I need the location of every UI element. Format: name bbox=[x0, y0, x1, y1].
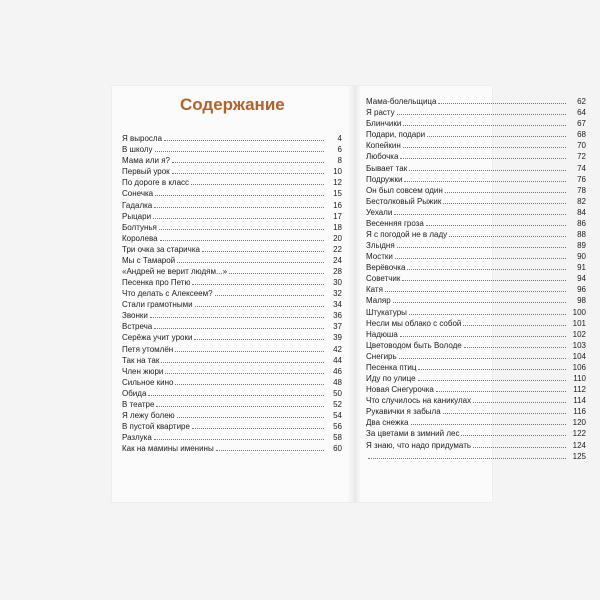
toc-leader-dots bbox=[443, 413, 566, 414]
toc-entry bbox=[366, 107, 586, 118]
toc-entry-title: Как на мамины именины bbox=[122, 444, 214, 454]
toc-entry-title: Бывает так bbox=[366, 163, 408, 173]
toc-entry-page: 28 bbox=[333, 267, 342, 277]
toc-leader-dots bbox=[409, 170, 566, 171]
toc-leader-dots bbox=[216, 450, 324, 451]
toc-entry bbox=[366, 417, 586, 428]
toc-entry bbox=[122, 377, 342, 388]
toc-entry bbox=[122, 233, 342, 244]
toc-entry-page: 88 bbox=[577, 230, 586, 240]
toc-entry-title: Штукатуры bbox=[366, 307, 407, 317]
toc-entry-title: Мама или я? bbox=[122, 156, 170, 166]
toc-entry-title: Снегирь bbox=[366, 351, 397, 361]
toc-entry-page: 106 bbox=[572, 362, 586, 372]
toc-leader-dots bbox=[215, 295, 324, 296]
toc-entry-page: 122 bbox=[572, 429, 586, 439]
toc-entry-title: Любочка bbox=[366, 152, 399, 162]
toc-entry-title: Что делать с Алексеем? bbox=[122, 289, 213, 299]
toc-entry bbox=[366, 140, 586, 151]
toc-entry-title: В пустой квартире bbox=[122, 422, 190, 432]
toc-entry bbox=[366, 262, 586, 273]
toc-entry bbox=[366, 351, 586, 362]
toc-entry-title: Несли мы облако с собой bbox=[366, 318, 462, 328]
toc-leader-dots bbox=[175, 351, 324, 352]
toc-entry bbox=[366, 373, 586, 384]
toc-entry bbox=[122, 399, 342, 410]
toc-entry-title: В школу bbox=[122, 145, 153, 155]
toc-leader-dots bbox=[164, 140, 324, 141]
toc-entry bbox=[122, 388, 342, 399]
page-title: Содержание bbox=[180, 95, 285, 114]
toc-entry-title: Член жюри bbox=[122, 366, 164, 376]
toc-entry bbox=[366, 362, 586, 373]
toc-entry-title: Я расту bbox=[366, 108, 395, 118]
toc-leader-dots bbox=[438, 103, 566, 104]
toc-entry-page: 46 bbox=[333, 366, 342, 376]
toc-leader-dots bbox=[397, 114, 566, 115]
toc-entry-page: 114 bbox=[573, 396, 586, 406]
toc-entry bbox=[366, 218, 586, 229]
toc-entry-page: 8 bbox=[337, 156, 342, 166]
toc-entry bbox=[122, 133, 342, 144]
toc-entry-page: 18 bbox=[333, 222, 342, 232]
toc-entry-page: 94 bbox=[577, 274, 586, 284]
toc-entry bbox=[122, 343, 342, 354]
toc-entry-title: Серёжа учит уроки bbox=[122, 333, 193, 343]
toc-entry-page: 120 bbox=[572, 418, 586, 428]
toc-leader-dots bbox=[403, 147, 566, 148]
toc-entry-page: 72 bbox=[577, 152, 586, 162]
toc-leader-dots bbox=[191, 184, 324, 185]
toc-entry-title: Звонки bbox=[122, 311, 148, 321]
toc-entry-title: «Андрей не верит людям...» bbox=[122, 267, 228, 277]
toc-entry-title: Два снежка bbox=[366, 418, 409, 428]
toc-leader-dots bbox=[177, 417, 324, 418]
toc-entry bbox=[366, 295, 586, 306]
toc-entry bbox=[122, 277, 342, 288]
toc-leader-dots bbox=[229, 273, 324, 274]
toc-entry-title: Разлука bbox=[122, 433, 152, 443]
toc-entry bbox=[122, 144, 342, 155]
toc-leader-dots bbox=[397, 247, 566, 248]
toc-entry-title: Встреча bbox=[122, 322, 153, 332]
toc-entry-title: Новая Снегурочка bbox=[366, 385, 434, 395]
toc-entry-page: 44 bbox=[333, 355, 342, 365]
toc-entry-page: 90 bbox=[577, 252, 586, 262]
toc-entry bbox=[366, 162, 586, 173]
toc-entry-title: Весенняя гроза bbox=[366, 218, 424, 228]
toc-leader-dots bbox=[385, 291, 566, 292]
toc-entry bbox=[366, 428, 586, 439]
toc-entry bbox=[366, 229, 586, 240]
toc-entry-page: 4 bbox=[337, 134, 342, 144]
toc-entry-title: Что случилось на каникулах bbox=[366, 396, 472, 406]
toc-entry bbox=[122, 321, 342, 332]
toc-entry-title: Рукавички я забыла bbox=[366, 407, 441, 417]
toc-entry-title: Я знаю, что надо придумать bbox=[366, 440, 472, 450]
toc-leader-dots bbox=[161, 362, 324, 363]
toc-entry bbox=[366, 395, 586, 406]
toc-entry-title: Мы с Тамарой bbox=[122, 255, 176, 265]
toc-leader-dots bbox=[154, 328, 324, 329]
toc-leader-dots bbox=[443, 203, 566, 204]
toc-entry bbox=[366, 451, 586, 462]
toc-entry-page: 34 bbox=[333, 300, 342, 310]
toc-entry-page: 39 bbox=[333, 333, 342, 343]
toc-entry-page: 20 bbox=[333, 233, 342, 243]
toc-entry-page: 103 bbox=[572, 340, 586, 350]
toc-entry-page: 54 bbox=[333, 411, 342, 421]
toc-entry-page: 50 bbox=[333, 388, 342, 398]
toc-entry bbox=[366, 240, 586, 251]
toc-entry-page: 70 bbox=[577, 141, 586, 151]
toc-leader-dots bbox=[160, 240, 324, 241]
toc-leader-dots bbox=[418, 369, 566, 370]
toc-entry-page: 32 bbox=[333, 289, 342, 299]
toc-leader-dots bbox=[202, 251, 324, 252]
toc-entry bbox=[122, 211, 342, 222]
toc-entry-page: 89 bbox=[577, 241, 586, 251]
toc-leader-dots bbox=[195, 306, 324, 307]
toc-entry-page: 60 bbox=[333, 444, 342, 454]
toc-entry-page: 6 bbox=[337, 145, 342, 155]
toc-leader-dots bbox=[473, 402, 566, 403]
toc-leader-dots bbox=[194, 339, 324, 340]
toc-entry-page: 10 bbox=[333, 167, 342, 177]
toc-entry bbox=[366, 406, 586, 417]
toc-entry bbox=[366, 129, 586, 140]
toc-leader-dots bbox=[395, 258, 566, 259]
toc-entry-page: 12 bbox=[333, 178, 342, 188]
toc-entry-page: 102 bbox=[572, 329, 586, 339]
toc-leader-dots bbox=[473, 447, 566, 448]
toc-entry-title: Сонечка bbox=[122, 189, 154, 199]
toc-entry-page: 98 bbox=[577, 296, 586, 306]
toc-entry-title: Копейкин bbox=[366, 141, 401, 151]
toc-entry-page: 42 bbox=[333, 344, 342, 354]
toc-leader-dots bbox=[177, 262, 324, 263]
toc-entry bbox=[366, 329, 586, 340]
toc-entry-page: 52 bbox=[333, 399, 342, 409]
toc-entry-title: Первый урок bbox=[122, 167, 170, 177]
toc-leader-dots bbox=[449, 236, 566, 237]
toc-leader-dots bbox=[175, 384, 324, 385]
toc-leader-dots bbox=[403, 125, 566, 126]
toc-entry bbox=[366, 207, 586, 218]
toc-entry-title: По дороге в класс bbox=[122, 178, 190, 188]
toc-entry-page: 36 bbox=[333, 311, 342, 321]
toc-entry-title: Надюша bbox=[366, 329, 398, 339]
toc-entry-page: 112 bbox=[573, 385, 586, 395]
toc-right-column bbox=[366, 96, 586, 462]
toc-leader-dots bbox=[427, 136, 566, 137]
toc-entry-title: Катя bbox=[366, 285, 383, 295]
toc-entry bbox=[366, 196, 586, 207]
toc-entry-title: Цветоводом быть Володе bbox=[366, 340, 462, 350]
toc-entry-title: Песенка птиц bbox=[366, 362, 417, 372]
toc-leader-dots bbox=[399, 358, 566, 359]
toc-leader-dots bbox=[150, 317, 324, 318]
toc-leader-dots bbox=[407, 269, 566, 270]
toc-entry bbox=[366, 174, 586, 185]
toc-leader-dots bbox=[172, 162, 324, 163]
toc-leader-dots bbox=[155, 195, 324, 196]
toc-entry-title: Обида bbox=[122, 388, 147, 398]
toc-entry-title: Мостки bbox=[366, 252, 393, 262]
toc-entry bbox=[122, 366, 342, 377]
toc-entry-title: Блинчики bbox=[366, 119, 402, 129]
toc-entry-title: Подари, подари bbox=[366, 130, 426, 140]
toc-entry bbox=[122, 355, 342, 366]
toc-entry-page: 67 bbox=[577, 119, 586, 129]
toc-entry-page: 78 bbox=[577, 185, 586, 195]
toc-entry-title: Я с погодой не в ладу bbox=[366, 230, 448, 240]
toc-leader-dots bbox=[154, 207, 324, 208]
toc-entry-page: 62 bbox=[577, 97, 586, 107]
toc-entry bbox=[122, 255, 342, 266]
toc-leader-dots bbox=[400, 158, 566, 159]
toc-entry-page: 64 bbox=[577, 108, 586, 118]
toc-entry bbox=[122, 199, 342, 210]
book-gutter bbox=[347, 86, 361, 502]
toc-entry-page: 84 bbox=[577, 207, 586, 217]
toc-entry bbox=[366, 251, 586, 262]
toc-leader-dots bbox=[153, 218, 324, 219]
toc-entry-page: 82 bbox=[577, 196, 586, 206]
toc-entry-title: Подружки bbox=[366, 174, 403, 184]
toc-entry-page: 104 bbox=[572, 351, 586, 361]
toc-leader-dots bbox=[445, 192, 566, 193]
toc-leader-dots bbox=[464, 347, 566, 348]
toc-entry-page: 68 bbox=[577, 130, 586, 140]
toc-entry-page: 22 bbox=[333, 244, 342, 254]
toc-entry-title: За цветами в зимний лес bbox=[366, 429, 460, 439]
toc-entry bbox=[366, 439, 586, 450]
toc-entry bbox=[122, 443, 342, 454]
toc-entry-title: Песенка про Петю bbox=[122, 278, 191, 288]
toc-leader-dots bbox=[393, 302, 566, 303]
toc-entry bbox=[366, 151, 586, 162]
toc-entry-title: Болтунья bbox=[122, 222, 157, 232]
toc-entry bbox=[122, 310, 342, 321]
toc-leader-dots bbox=[368, 458, 566, 459]
toc-entry bbox=[366, 273, 586, 284]
toc-entry-page: 24 bbox=[333, 255, 342, 265]
toc-entry bbox=[122, 222, 342, 233]
toc-entry bbox=[366, 340, 586, 351]
toc-entry-page: 100 bbox=[572, 307, 586, 317]
toc-left-column bbox=[122, 133, 342, 454]
toc-entry bbox=[366, 384, 586, 395]
toc-leader-dots bbox=[192, 284, 324, 285]
toc-entry bbox=[122, 288, 342, 299]
toc-entry-page: 74 bbox=[577, 163, 586, 173]
toc-entry-title: Бестолковый Рыжик bbox=[366, 196, 442, 206]
toc-leader-dots bbox=[463, 325, 566, 326]
toc-entry-page: 15 bbox=[333, 189, 342, 199]
toc-entry-page: 125 bbox=[572, 451, 586, 461]
toc-entry bbox=[122, 432, 342, 443]
toc-entry-title: Я выросла bbox=[122, 134, 163, 144]
toc-entry-title: Сильное кино bbox=[122, 377, 174, 387]
toc-entry bbox=[122, 166, 342, 177]
toc-entry-title: Он был совсем один bbox=[366, 185, 443, 195]
toc-leader-dots bbox=[156, 406, 324, 407]
toc-leader-dots bbox=[154, 439, 324, 440]
toc-entry-title: Советчик bbox=[366, 274, 401, 284]
toc-entry-title: Злыдня bbox=[366, 241, 395, 251]
toc-entry-page: 101 bbox=[572, 318, 586, 328]
toc-entry-page: 58 bbox=[333, 433, 342, 443]
toc-leader-dots bbox=[409, 314, 566, 315]
toc-entry bbox=[122, 332, 342, 343]
toc-entry-title: Рыцари bbox=[122, 211, 152, 221]
toc-entry-title: Уехали bbox=[366, 207, 393, 217]
toc-leader-dots bbox=[159, 229, 324, 230]
toc-entry-title: Верёвочка bbox=[366, 263, 406, 273]
toc-entry-page: 17 bbox=[333, 211, 342, 221]
toc-entry-page: 116 bbox=[573, 407, 586, 417]
toc-entry-title: Петя утомлён bbox=[122, 344, 174, 354]
toc-entry-page: 76 bbox=[577, 174, 586, 184]
toc-entry bbox=[122, 299, 342, 310]
toc-entry-title: Три очка за старичка bbox=[122, 244, 200, 254]
toc-entry-title: Так на так bbox=[122, 355, 160, 365]
toc-entry bbox=[122, 188, 342, 199]
toc-entry-title: В театре bbox=[122, 399, 155, 409]
toc-entry-page: 37 bbox=[333, 322, 342, 332]
toc-entry-title: Маляр bbox=[366, 296, 391, 306]
toc-leader-dots bbox=[172, 173, 324, 174]
toc-entry-title: Иду по улице bbox=[366, 374, 416, 384]
toc-leader-dots bbox=[165, 373, 324, 374]
toc-entry bbox=[122, 244, 342, 255]
toc-leader-dots bbox=[155, 151, 324, 152]
toc-entry-page: 16 bbox=[333, 200, 342, 210]
toc-leader-dots bbox=[436, 391, 566, 392]
toc-entry bbox=[366, 306, 586, 317]
toc-entry bbox=[122, 177, 342, 188]
toc-leader-dots bbox=[461, 435, 566, 436]
toc-leader-dots bbox=[426, 225, 566, 226]
toc-entry bbox=[122, 410, 342, 421]
toc-entry bbox=[366, 118, 586, 129]
toc-entry-page: 124 bbox=[572, 440, 586, 450]
toc-leader-dots bbox=[192, 428, 324, 429]
toc-leader-dots bbox=[402, 280, 566, 281]
toc-entry bbox=[122, 266, 342, 277]
toc-leader-dots bbox=[404, 181, 566, 182]
toc-entry bbox=[122, 155, 342, 166]
toc-leader-dots bbox=[148, 395, 324, 396]
toc-entry bbox=[366, 318, 586, 329]
toc-entry-page: 48 bbox=[333, 377, 342, 387]
toc-entry-page: 110 bbox=[573, 374, 586, 384]
toc-leader-dots bbox=[418, 380, 566, 381]
toc-leader-dots bbox=[394, 214, 566, 215]
toc-leader-dots bbox=[400, 336, 566, 337]
toc-entry bbox=[122, 421, 342, 432]
toc-entry-title: Стали грамотными bbox=[122, 300, 193, 310]
toc-entry-page: 56 bbox=[333, 422, 342, 432]
toc-entry bbox=[366, 284, 586, 295]
toc-entry-title: Королева bbox=[122, 233, 158, 243]
toc-entry-title: Мама-болельщица bbox=[366, 97, 437, 107]
toc-entry-page: 96 bbox=[577, 285, 586, 295]
toc-entry-page: 91 bbox=[577, 263, 586, 273]
toc-entry bbox=[366, 185, 586, 196]
toc-entry-title: Я лежу болею bbox=[122, 411, 175, 421]
toc-entry-page: 86 bbox=[577, 218, 586, 228]
toc-leader-dots bbox=[411, 424, 566, 425]
toc-entry-title: Гадалка bbox=[122, 200, 153, 210]
toc-entry-page: 30 bbox=[333, 278, 342, 288]
toc-entry bbox=[366, 96, 586, 107]
